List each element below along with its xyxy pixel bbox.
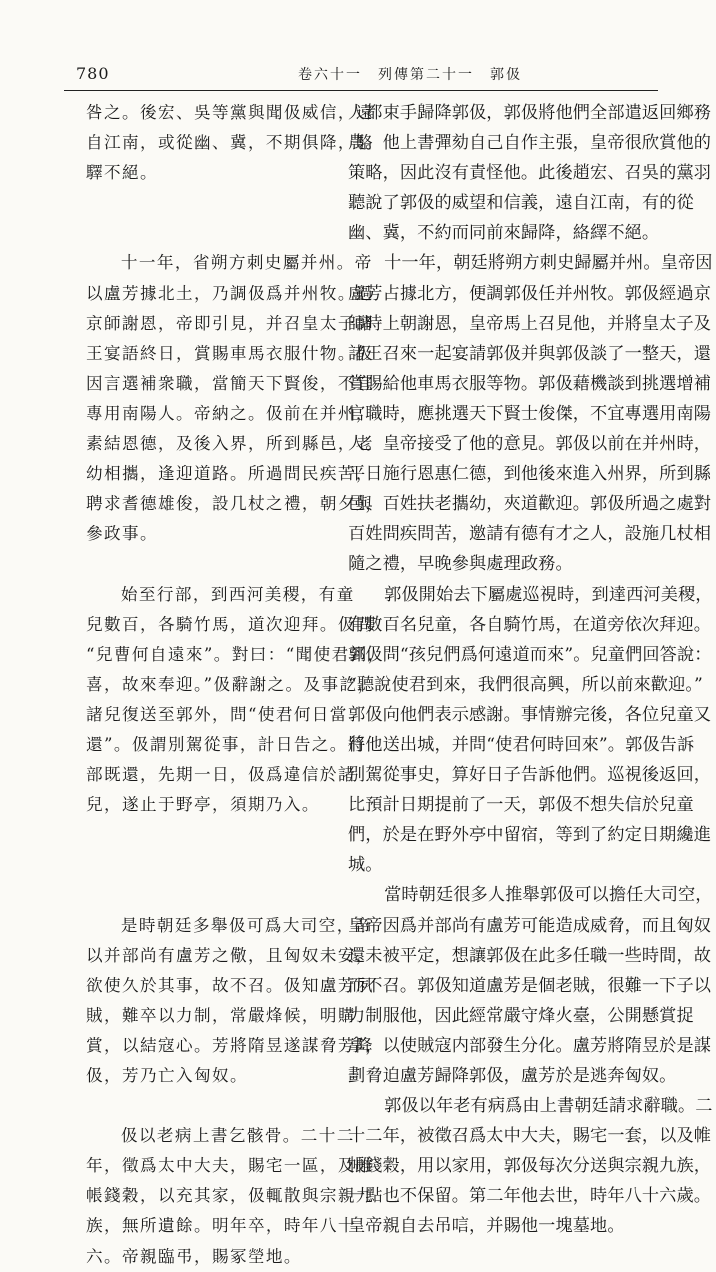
text-line: 力制服他，因此經常嚴守烽火臺，公開懸賞捉: [348, 1005, 694, 1026]
text-line: 而不召。郭伋知道盧芳是個老賊，很難一下子以: [348, 975, 712, 996]
text-line: 幽、冀，不約而同前來歸降，絡繹不絕。: [348, 223, 660, 244]
text-line: 策略，因此沒有責怪他。此後趙宏、召吳的黨羽: [348, 163, 712, 184]
paragraph: [348, 880, 713, 1091]
text-line: 一點也不保留。第二年他去世，時年八十六歲。: [348, 1186, 712, 1207]
text-line: 盧芳占據北方，便調郭伋任并州牧。郭伋經過京: [348, 283, 712, 304]
paragraph: [86, 911, 374, 1092]
paragraph: [86, 248, 374, 549]
text-line: 師時上朝謝恩，皇帝馬上召見他，并將皇太子及: [348, 313, 712, 334]
text-line: 伋，芳乃亡入匈奴。: [86, 1066, 248, 1085]
text-line: 郭伋向他們表示感謝。事情辦完後，各位兒童又: [348, 704, 712, 725]
text-line: 還未被平定，想讓郭伋在此多任職一些時間，故: [348, 945, 712, 966]
paragraph: [348, 98, 712, 248]
paragraph-gap: [86, 820, 334, 850]
text-line: 始至行部，到西河美稷，有童: [120, 584, 355, 604]
text-line: 十二年，被徵召爲太中大夫，賜宅一套，以及帷: [348, 1126, 712, 1147]
text-line: 賊，難卒以力制，常嚴烽候，明購: [86, 1005, 356, 1025]
paragraph-gap: [86, 188, 334, 218]
text-line: 當時朝廷很多人推舉郭伋可以擔任大司空，: [384, 885, 713, 906]
text-line: 十一年，省朔方刺史屬并州。帝: [120, 253, 373, 273]
paragraph: [86, 580, 386, 821]
text-line: 有數百名兒童，各自騎竹馬，在道旁依次拜迎。: [348, 614, 712, 635]
text-line: 聘求耆德雄俊，設几杖之禮，朝夕與: [86, 494, 374, 514]
text-line: 賞，以結寇心。芳將隋昱遂謀脅芳降: [86, 1035, 374, 1055]
text-line: 官職時，應挑選天下賢士俊傑，不宜專選用南陽: [348, 403, 712, 424]
text-line: 欲使久於其事，故不召。伋知盧芳夙: [86, 975, 374, 995]
text-line: 京師謝恩，帝即引見，并召皇太子諸: [86, 313, 374, 333]
text-line: 自江南，或從幽、冀，不期俱降，駱: [86, 133, 374, 153]
text-line: 農。他上書彈劾自己自作主張，皇帝很欣賞他的: [348, 133, 712, 154]
text-line: 還”。伋謂別駕從事，計日告之。行: [86, 734, 366, 754]
text-line: 郭伋問“孩兒們爲何遠道而來”。兒童們回答說：: [348, 644, 712, 665]
text-line: 人。皇帝接受了他的意見。郭伋以前在并州時，: [348, 434, 712, 455]
text-line: 幼相攜，逢迎道路。所過問民疾苦，: [86, 464, 374, 484]
text-line: 咎之。後宏、吳等黨與聞伋威信，遠: [86, 103, 374, 122]
text-line: 部既還，先期一日，伋爲違信於諸: [86, 765, 356, 785]
text-line: 城。: [348, 855, 383, 876]
paragraph-gap: [86, 1091, 334, 1121]
text-line: 素結恩德，及後入界，所到縣邑，老: [86, 434, 374, 454]
text-line: 以盧芳據北土，乃調伋爲并州牧。過: [86, 283, 374, 303]
paragraph-gap: [86, 218, 334, 248]
text-line: 皇帝親自去吊唁，并賜他一塊墓地。: [348, 1216, 625, 1237]
text-line: 平日施行恩惠仁德，到他後來進入州界，所到縣: [348, 464, 712, 485]
text-line: 兒數百，各騎竹馬，道次迎拜。伋問: [86, 614, 374, 634]
paragraph: [86, 98, 374, 188]
page-header: [0, 0, 716, 96]
text-line: 郭伋以年老有病爲由上書朝廷請求辭職。二: [384, 1096, 713, 1117]
text-line: 別駕從事史，算好日子告訴他們。巡視後返回，: [348, 765, 712, 786]
paragraph-gap: [86, 880, 334, 910]
running-title: 卷六十一 列傳第二十一 郭伋: [298, 67, 522, 83]
text-line: 王宴語終日，賞賜車馬衣服什物。伋: [86, 343, 374, 363]
text-line: 年，徵爲太中大夫，賜宅一區，及帷: [86, 1156, 374, 1176]
page-number: 780: [76, 64, 110, 83]
paragraph: [348, 248, 713, 579]
text-line: 帳錢穀，用以家用，郭伋每次分送與宗親九族，: [348, 1156, 712, 1177]
text-line: “聽說使君到來，我們很高興，所以前來歡迎。”: [348, 674, 703, 695]
text-line: 十一年，朝廷將朔方刺史歸屬并州。皇帝因: [384, 253, 713, 274]
text-line: 聽說了郭伋的威望和信義，遠自江南，有的從: [348, 193, 694, 214]
text-line: 專用南陽人。帝納之。伋前在并州，: [86, 403, 374, 423]
paragraph: [348, 1091, 713, 1241]
classical-text-column: [86, 98, 386, 1272]
text-line: 族，無所遺餘。明年卒，時年八十: [86, 1216, 356, 1236]
text-line: 賞賜給他車馬衣服等物。郭伋藉機談到挑選增補: [348, 373, 712, 394]
text-line: 皇帝因爲并部尚有盧芳可能造成威脅，而且匈奴: [348, 915, 712, 936]
paragraph-gap: [86, 549, 334, 579]
text-line: 諸王召來一起宴請郭伋并與郭伋談了一整天，還: [348, 343, 712, 364]
paragraph: [86, 1121, 374, 1271]
text-line: 是時朝廷多舉伋可爲大司空，帝: [120, 915, 373, 935]
text-line: 劃脅迫盧芳歸降郭伋，盧芳於是逃奔匈奴。: [348, 1066, 677, 1086]
text-line: 諸兒復送至郭外，問“使君何日當: [86, 704, 348, 724]
text-line: 百姓問疾問苦，邀請有德有才之人，設施几杖相: [348, 524, 712, 545]
modern-translation-column: [348, 98, 713, 1242]
text-line: 帳錢穀，以充其家，伋輒散與宗親九: [86, 1186, 374, 1206]
text-line: 隨之禮，早晚參與處理政務。: [348, 554, 573, 575]
text-line: “兒曹何自遠來”。對曰：“聞使君到，: [86, 644, 386, 664]
text-line: 兒，遂止于野亭，須期乃入。: [86, 795, 320, 815]
paragraph: [348, 580, 713, 881]
text-line: 郭伋開始去下屬處巡視時，到達西河美稷，: [384, 584, 713, 605]
paragraph-gap: [86, 850, 334, 880]
text-line: 參政事。: [86, 524, 158, 544]
text-line: 驛不絕。: [86, 163, 158, 183]
text-line: 喜，故來奉迎。”伋辭謝之。及事訖，: [86, 674, 376, 694]
text-line: 們，於是在野外亭中留宿，等到了約定日期纔進: [348, 825, 712, 846]
text-line: 比預計日期提前了一天，郭伋不想失信於兒童: [348, 795, 694, 816]
text-line: 拿，以使賊寇内部發生分化。盧芳將隋昱於是謀: [348, 1035, 712, 1056]
text-line: 將他送出城，并問“使君何時回來”。郭伋告訴: [348, 734, 695, 755]
text-line: 以并部尚有盧芳之儆，且匈奴未安，: [86, 945, 374, 965]
text-line: 人都束手歸降郭伋，郭伋將他們全部遣返回鄉務: [348, 103, 712, 123]
text-line: 邑，百姓扶老攜幼，夾道歡迎。郭伋所過之處對: [348, 494, 712, 515]
text-line: 伋以老病上書乞骸骨。二十二: [120, 1126, 355, 1146]
text-line: 六。帝親臨弔，賜冢塋地。: [86, 1246, 302, 1266]
header-rule: [64, 90, 658, 91]
text-line: 因言選補衆職，當簡天下賢俊，不宜: [86, 373, 374, 393]
